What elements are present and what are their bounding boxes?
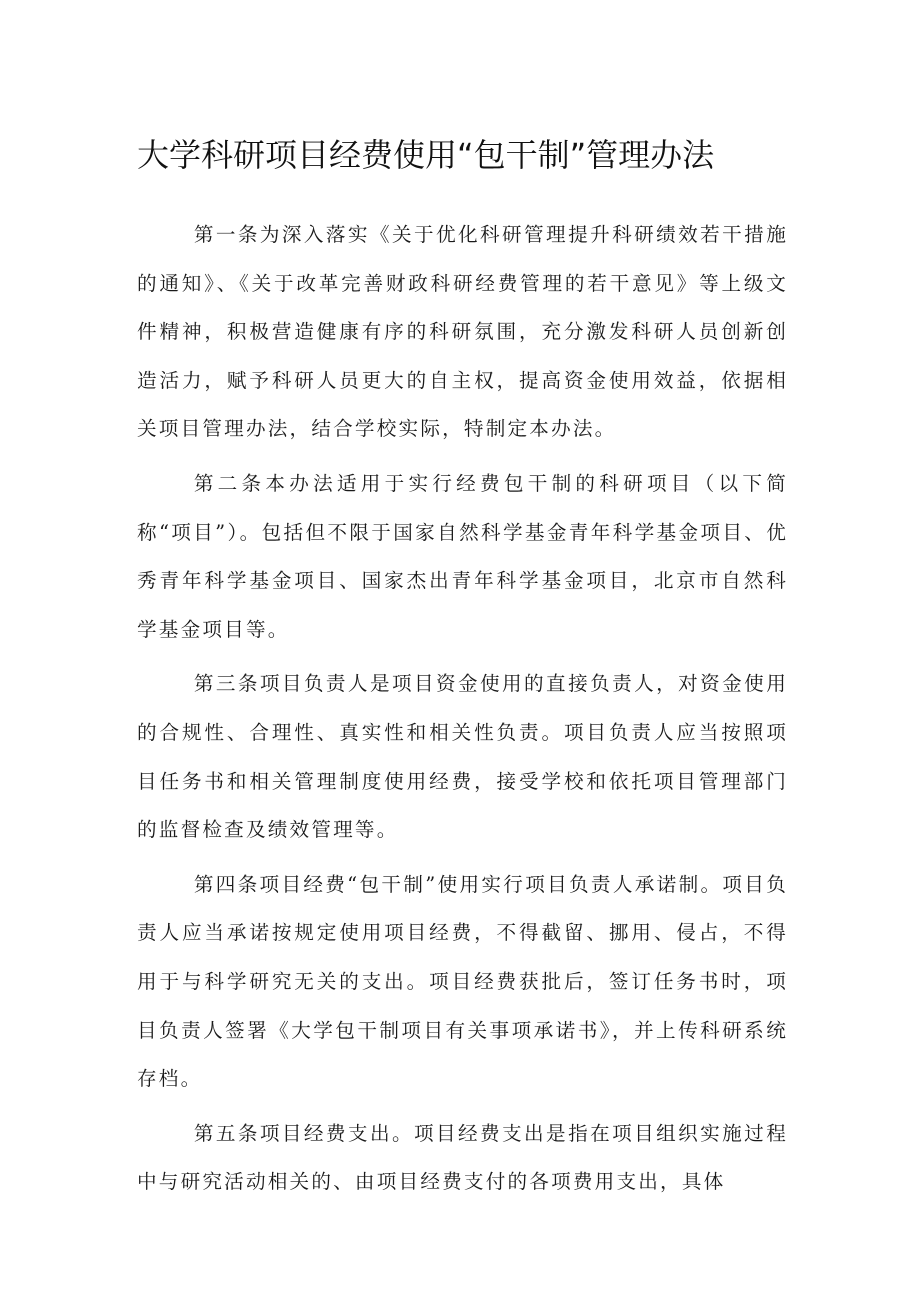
document-body: [137, 211, 788, 1213]
document-title: 大学科研项目经费使用“包干制”管理办法: [137, 136, 715, 174]
article-2-paragraph: 第二条本办法适用于实行经费包干制的科研项目（以下简称“项目”）。包括但不限于国家自然科学基金青年科学基金项目、优秀青年科学基金项目、国家杰出青年科学基金项目，北京市自然科学基金项目等。: [137, 471, 788, 641]
article-5-paragraph: 第五条项目经费支出。项目经费支出是指在项目组织实施过程中与研究活动相关的、由项目经费支付的各项费用支出，具体: [137, 1121, 788, 1194]
article-3-paragraph: 第三条项目负责人是项目资金使用的直接负责人，对资金使用的合规性、合理性、真实性和相关性负责。项目负责人应当按照项目任务书和相关管理制度使用经费，接受学校和依托项目管理部门的监督检查及绩效管理等。: [137, 672, 788, 842]
article-1-paragraph: 第一条为深入落实《关于优化科研管理提升科研绩效若干措施的通知》、《关于改革完善财政科研经费管理的若干意见》等上级文件精神，积极营造健康有序的科研氛围，充分激发科研人员创新创造活力，赋予科研人员更大的自主权，提高资金使用效益，依据相关项目管理办法，结合学校实际，特制定本办法。: [137, 223, 788, 441]
article-4-paragraph: 第四条项目经费“包干制”使用实行项目负责人承诺制。项目负责人应当承诺按规定使用项目经费，不得截留、挪用、侵占，不得用于与科学研究无关的支出。项目经费获批后，签订任务书时，项目负责人签署《大学包干制项目有关事项承诺书》，并上传科研系统存档。: [137, 872, 788, 1091]
